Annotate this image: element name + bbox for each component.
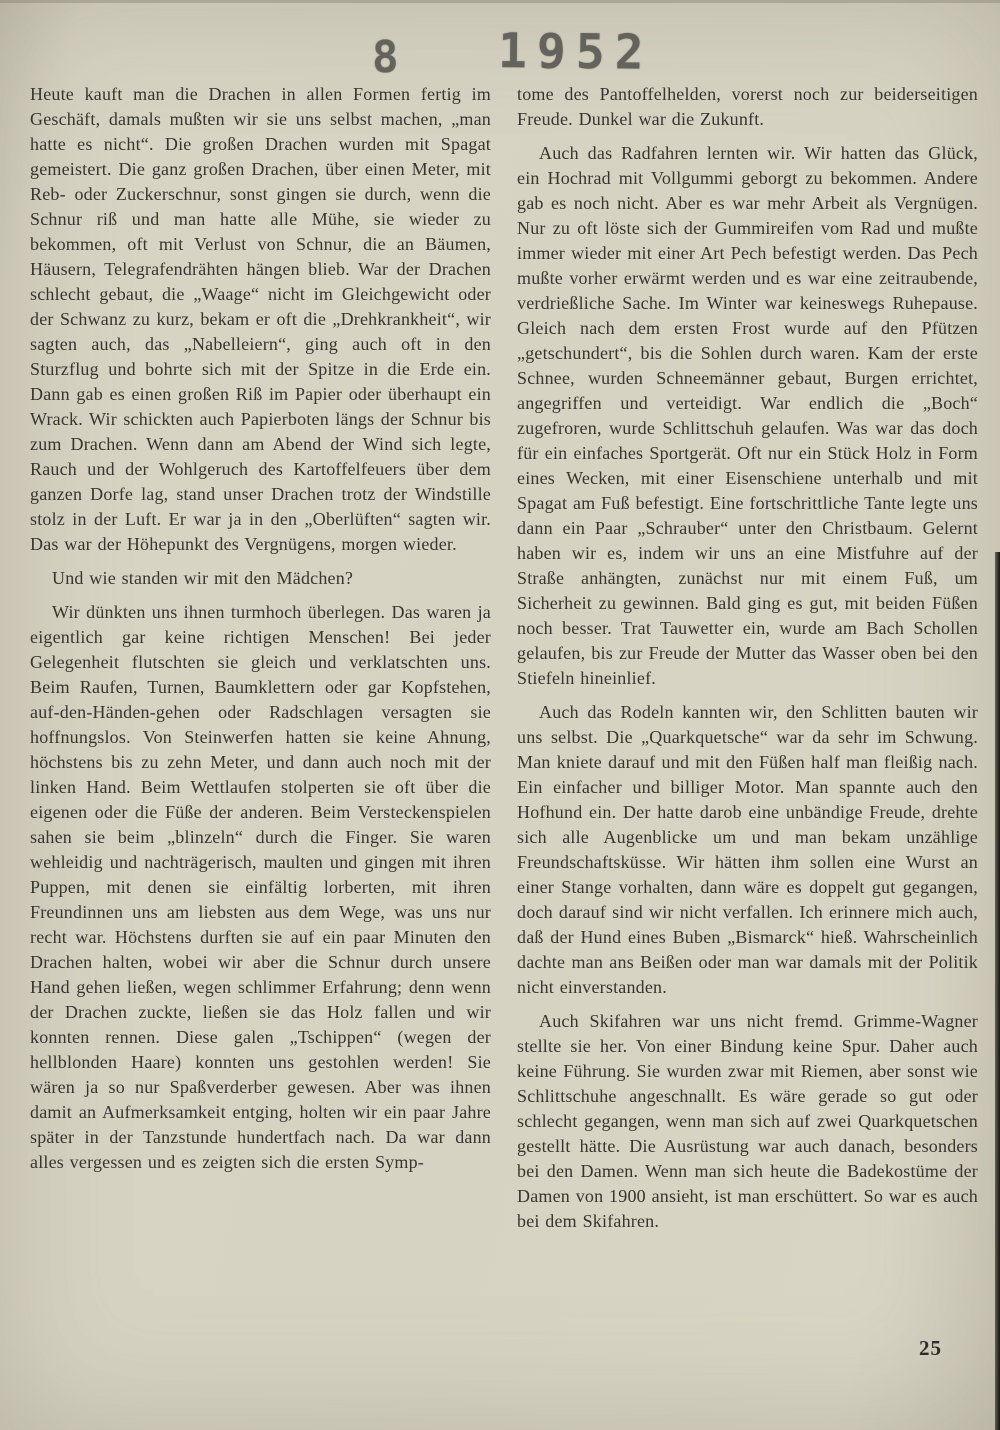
text-columns (30, 82, 978, 1243)
page-number: 25 (919, 1336, 942, 1360)
paragraph: Wir dünkten uns ihnen turmhoch überlegen. Das waren ja eigentlich gar keine richtigen Menschen! Bei jeder Gelegenheit flutschten sie gleich und verklatschten uns. Beim Raufen, Turnen, Baumklettern oder gar Kopfstehen, auf-den-Händen-gehen oder Radschlagen versagten sie hoffnungslos. Von Steinwerfen hatten sie keine Ahnung, höchstens bis zu zehn Meter, und dann auch noch mit der linken Hand. Beim Wettlaufen stolperten sie oft über die eigenen oder die Füße der anderen. Beim Versteckenspielen sahen sie beim „blinzeln“ durch die Finger. Sie waren wehleidig und nachträgerisch, maulten und gingen mit ihren Puppen, mit denen sie einfältig lorberten, mit ihren Freundinnen uns am liebsten aus dem Wege, was uns nur recht war. Höchstens durften sie auf ein paar Minuten den Drachen halten, wobei wir aber die Schnur durch unsere Hand gehen ließen, wegen schlimmer Erfahrung; denn wenn der Drachen zuckte, ließen sie das Holz fallen und wir konnten rennen. Diese galen „Tschippen“ (wegen der hellblonden Haare) konnten uns gestohlen werden! Sie wären ja so nur Spaßverderber gewesen. Aber was ihnen damit an Aufmerksamkeit entging, holten wir ein paar Jahre später in der Tanzstunde hundertfach nach. Da war dann alles vergessen und es zeigten sich die ersten Symp- (30, 602, 491, 1172)
paragraph: Auch das Radfahren lernten wir. Wir hatten das Glück, ein Hochrad mit Vollgummi geborgt zu bekommen. Andere gab es noch nicht. Aber es war mehr Arbeit als Vergnügen. Nur zu oft löste sich der Gummireifen vom Rad und mußte immer wieder mit einer Art Pech befestigt werden. Das Pech mußte vorher erwärmt werden und es war eine zeitraubende, verdrießliche Sache. Im Winter war keineswegs Ruhepause. Gleich nach dem ersten Frost wurde auf den Pfützen „getschundert“, bis die Sohlen durch waren. Kam der erste Schnee, wurden Schneemänner gebaut, Burgen errichtet, angegriffen und verteidigt. War endlich die „Boch“ zugefroren, wurde Schlittschuh gelaufen. Was war das doch für ein einfaches Sportgerät. Oft nur ein Stück Holz in Form eines Wecken, mit einer Eisenschiene unterhalb und mit Spagat am Fuß befestigt. Eine fortschrittliche Tante legte uns dann ein Paar „Schrauber“ unter den Christbaum. Gelernt haben wir es, indem wir uns an eine Mistfuhre auf der Straße anhängten, zunächst nur mit einem Fuß, um Sicherheit zu gewinnen. Bald ging es gut, mit beiden Füßen noch besser. Trat Tauwetter ein, wurde am Bach Schollen gelaufen, bis zur Freude der Mutter das Wasser oben bei den Stiefeln hineinlief. (517, 143, 978, 688)
stamp-number: 8 (371, 31, 399, 84)
left-column (30, 82, 491, 1243)
paragraph: Heute kauft man die Drachen in allen Formen fertig im Geschäft, damals mußten wir sie uns selbst machen, „man hatte es nicht“. Die großen Drachen wurden mit Spagat gemeistert. Die ganz großen Drachen, über einen Meter, mit Reb- oder Zuckerschnur, sonst gingen sie durch, wenn die Schnur riß und man hatte alle Mühe, sie wieder zu bekommen, oft mit Verlust von Schnur, die an Bäumen, Häusern, Telegrafendrähten hängen blieb. War der Drachen schlecht gebaut, die „Waage“ nicht im Gleichgewicht oder der Schwanz zu kurz, bekam er oft die „Drehkrankheit“, wir sagten auch, das „Nabelleiern“, ging auch oft in den Sturzflug und bohrte sich mit der Spitze in die Erde ein. Dann gab es einen großen Riß im Papier oder überhaupt ein Wrack. Wir schickten auch Papierboten längs der Schnur bis zum Drachen. Wenn dann am Abend der Wind sich legte, Rauch und der Wohlgeruch des Kartoffelfeuers über dem ganzen Dorfe lag, stand unser Drachen trotz der Windstille stolz in der Luft. Er war ja in den „Oberlüften“ sagten wir. Das war der Höhepunkt des Vergnügens, morgen wieder. (30, 84, 491, 554)
paragraph: Auch das Rodeln kannten wir, den Schlitten bauten wir uns selbst. Die „Quarkquetsche“ war da sehr im Schwung. Man kniete darauf und mit den Füßen half man fleißig nach. Ein einfacher und billiger Motor. Man spannte auch den Hofhund ein. Der hatte darob eine unbändige Freude, drehte sich alle Augenblicke um und man bekam unzählige Freundschaftsküsse. Wir hätten ihm sollen eine Wurst an einer Stange vorhalten, dann wäre es doppelt gut gegangen, doch darauf sind wir nicht verfallen. Ich erinnere mich auch, daß der Hund eines Buben „Bismarck“ hieß. Wahrscheinlich dachte man ans Beißen oder man war damals mit der Politik nicht einverstanden. (517, 702, 978, 997)
right-column (517, 82, 978, 1243)
scan-edge-right (995, 552, 1000, 1430)
date-stamp (0, 22, 1000, 82)
stamp-year: 1952 (497, 23, 654, 81)
scan-edge-top (0, 0, 1000, 3)
paragraph: Auch Skifahren war uns nicht fremd. Grimme-Wagner stellte sie her. Von einer Bindung keine Spur. Daher auch keine Führung. Sie wurden zwar mit Riemen, aber sonst wie Schlittschuhe angeschnallt. Es wäre gerade so gut oder schlecht gegangen, wenn man sich auf zwei Quarkquetschen gestellt hätte. Die Ausrüstung war auch danach, besonders bei den Damen. Wenn man sich heute die Badekostüme der Damen von 1900 ansieht, ist man erschüttert. So war es auch bei dem Skifahren. (517, 1011, 978, 1231)
paragraph: Und wie standen wir mit den Mädchen? (52, 568, 354, 588)
paragraph: tome des Pantoffelhelden, vorerst noch zur beiderseitigen Freude. Dunkel war die Zukunft. (517, 84, 978, 129)
